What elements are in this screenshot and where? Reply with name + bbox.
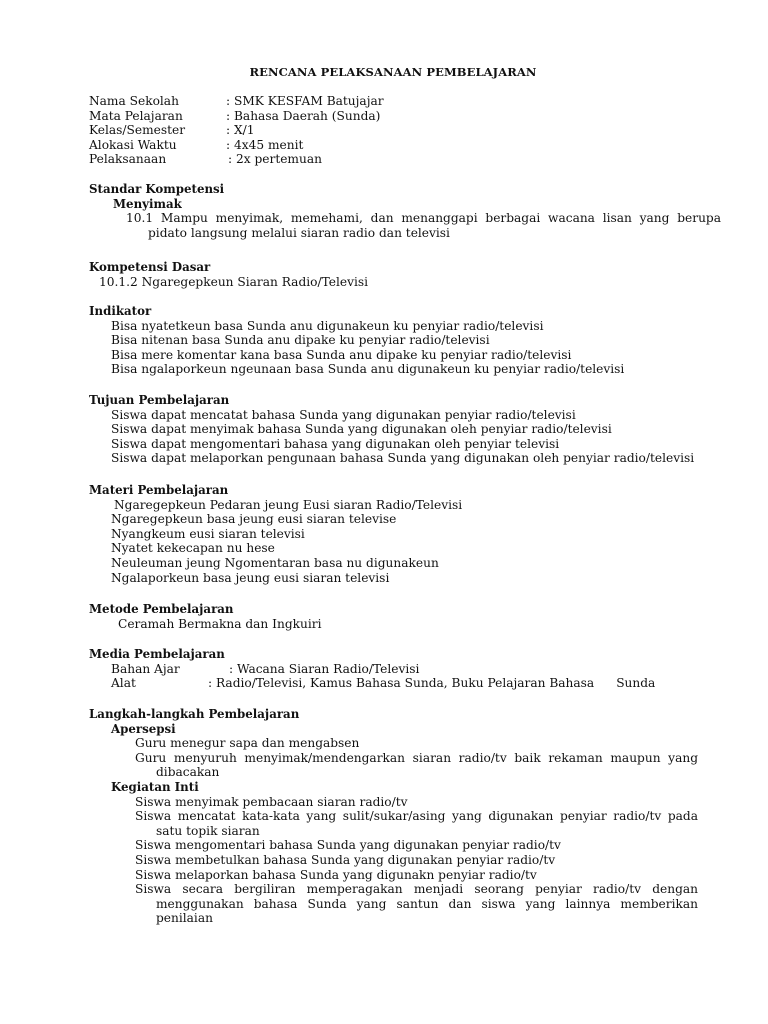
list-item: Siswa menyimak pembacaan siaran radio/tv (135, 794, 408, 809)
list-item: Bisa mere komentar kana basa Sunda anu dipake ku penyiar radio/televisi (111, 347, 572, 362)
identity-value: : SMK KESFAM Batujajar (226, 94, 384, 108)
identity-block (89, 94, 384, 167)
list-item: Bisa ngalaporkeun ngeunaan basa Sunda anu digunakeun ku penyiar radio/televisi (111, 362, 625, 377)
section-indikator (89, 304, 699, 377)
identity-label: Kelas/Semester (89, 123, 186, 138)
identity-row (89, 123, 384, 138)
identity-label: Mata Pelajaran (89, 108, 183, 123)
list-item: Siswa dapat mencatat bahasa Sunda yang digunakan penyiar radio/televisi (111, 407, 576, 422)
media-label: Bahan Ajar (111, 661, 180, 676)
list-item: Ngalaporkeun basa jeung eusi siaran televisi (111, 570, 390, 585)
list-item: Siswa secara bergiliran memperagakan menjadi seorang penyiar radio/tv dengan menggunakan bahasa Sunda yang santun dan siswa yang lainnya memberikan penilaian (135, 882, 698, 926)
identity-row (89, 152, 384, 167)
section-materi (89, 483, 699, 585)
list-item: Ceramah Bermakna dan Ingkuiri (118, 616, 322, 631)
identity-value: : 4x45 menit (226, 137, 304, 152)
list-item: Nyatet kekecapan nu hese (111, 541, 275, 556)
document-title: RENCANA PELAKSANAAN PEMBELAJARAN (249, 65, 537, 79)
competency-item: 10.1 Mampu menyimak, memehami, dan menanggapi berbagai wacana lisan yang berupa pidato langsung melalui siaran radio dan televisi (126, 211, 721, 240)
list-item: Siswa mengomentari bahasa Sunda yang digunakan penyiar radio/tv (135, 838, 561, 853)
identity-value: : X/1 (226, 123, 255, 138)
section-heading: Materi Pembelajaran (89, 483, 229, 497)
media-label: Alat (111, 676, 136, 691)
section-metode (89, 602, 699, 631)
list-item: Guru menyuruh menyimak/mendengarkan siaran radio/tv baik rekaman maupun yang dibacakan (135, 750, 698, 780)
list-item: Siswa mencatat kata-kata yang sulit/sukar/asing yang digunakan penyiar radio/tv pada satu topik siaran (135, 809, 698, 838)
identity-row (89, 94, 384, 109)
section-heading: Metode Pembelajaran (89, 602, 234, 616)
section-heading: Standar Kompetensi (89, 182, 225, 196)
list-item: Bisa nyatetkeun basa Sunda anu digunakeun ku penyiar radio/televisi (111, 318, 544, 333)
section-tujuan (89, 393, 699, 466)
identity-row (89, 138, 384, 153)
identity-value: : Bahasa Daerah (Sunda) (226, 108, 381, 123)
subsection-heading: Apersepsi (111, 721, 176, 736)
subsection-heading: Menyimak (113, 196, 182, 211)
identity-row (89, 109, 384, 124)
list-item: Siswa membetulkan bahasa Sunda yang digunakan penyiar radio/tv (135, 852, 556, 867)
list-item: Ngaregepkeun basa jeung eusi siaran televise (111, 512, 397, 527)
media-value: : Radio/Televisi, Kamus Bahasa Sunda, Buku Pelajaran Bahasa (208, 676, 595, 691)
list-item: Neuleuman jeung Ngomentaran basa nu digunakeun (111, 555, 439, 570)
section-heading: Tujuan Pembelajaran (89, 393, 230, 407)
identity-label: Alokasi Waktu (89, 137, 177, 152)
subsection-heading: Kegiatan Inti (111, 779, 199, 794)
section-langkah (89, 707, 699, 926)
identity-label: Nama Sekolah (89, 94, 179, 108)
section-media (89, 647, 699, 691)
list-item: Nyangkeum eusi siaran televisi (111, 526, 305, 541)
list-item: Bisa nitenan basa Sunda anu dipake ku penyiar radio/televisi (111, 333, 490, 348)
section-heading: Langkah-langkah Pembelajaran (89, 707, 300, 721)
identity-label: Pelaksanaan (89, 152, 167, 167)
section-heading: Media Pembelajaran (89, 647, 225, 661)
media-row-bahan (89, 662, 699, 677)
list-item: Ngaregepkeun Pedaran jeung Eusi siaran Radio/Televisi (114, 497, 463, 512)
section-heading: Indikator (89, 304, 152, 318)
media-value-tail: Sunda (616, 676, 656, 691)
list-item: Siswa dapat menyimak bahasa Sunda yang digunakan oleh penyiar radio/televisi (111, 422, 612, 437)
list-item: Siswa melaporkan bahasa Sunda yang digunakn penyiar radio/tv (135, 867, 537, 882)
competency-item: 10.1.2 Ngaregepkeun Siaran Radio/Televisi (99, 274, 369, 289)
section-standar-kompetensi (89, 182, 721, 240)
media-row-alat (89, 676, 699, 691)
section-heading: Kompetensi Dasar (89, 260, 211, 274)
identity-value: : 2x pertemuan (228, 152, 322, 167)
list-item: Siswa dapat mengomentari bahasa yang digunakan oleh penyiar televisi (111, 436, 560, 451)
section-kompetensi-dasar (89, 260, 699, 289)
list-item: Guru menegur sapa dan mengabsen (135, 736, 360, 751)
list-item: Siswa dapat melaporkan pengunaan bahasa Sunda yang digunakan oleh penyiar radio/televisi (111, 451, 695, 466)
media-value: : Wacana Siaran Radio/Televisi (229, 661, 420, 676)
